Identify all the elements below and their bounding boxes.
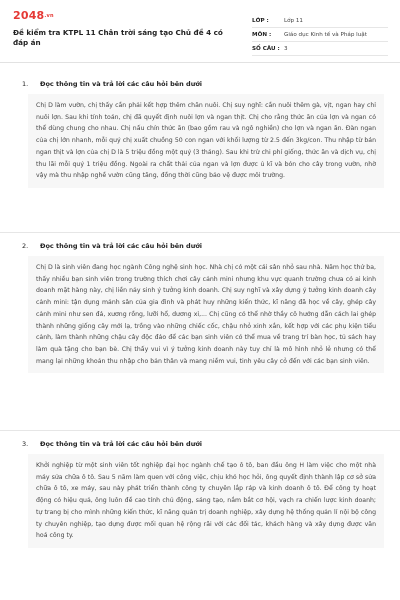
- question-number: 3.: [22, 440, 29, 448]
- meta-count-key: SỐ CÂU :: [252, 45, 280, 52]
- exam-meta: [252, 14, 388, 56]
- question-passage: Chị D làm vườn, chị thấy cần phải kết hợp thêm chăn nuôi. Chị suy nghĩ: cần nuôi thêm gà, vịt, ngan hay chỉ nuôi lợn. Sau khi tính toán, chị đã quyết định nuôi lợn và ngan thịt. Chị cho rằng thức ăn của lợn và ngan có thể dùng chung cho nhau. Chị nấu chín thức ăn (bao gồm rau và ngô nghiền) cho lợn và ngan ăn. Đàn ngan của chị lớn nhanh, mỗi quý chị xuất chuồng 50 con ngan với khối lượng từ 2.5 đến 3kg/con. Thu nhập từ bán ngan thịt và lợn của chị D là 5 triệu đồng một quý (3 tháng). Sau khi trừ chi phí giống, thức ăn và dịch vụ, chị thu lãi mỗi quý 1 triệu đồng. Ngoài ra chất thải của ngan và lợn được ủ kĩ và bón cho cây trong vườn, nhờ vậy mà thu nhập nghề vườn cũng tăng, đồng thời cũng bảo vệ được môi trường.: [28, 94, 384, 188]
- question-2: [0, 242, 400, 365]
- meta-subject-row: [252, 28, 388, 42]
- question-1: [0, 80, 400, 180]
- meta-class-row: [252, 14, 388, 28]
- meta-count-value: 3: [284, 45, 288, 52]
- question-passage: Khởi nghiệp từ một sinh viên tốt nghiệp đại học ngành chế tạo ô tô, ban đầu ông H làm việc cho một nhà máy sửa chữa ô tô. Sau 5 năm làm quen với công việc, chịu khó học hỏi, ông quyết định thành lập cơ sở sửa chữa ô tô, xe máy, sau này phát triển thành công ty chuyên lắp ráp và kinh doanh ô tô. Để công ty hoạt động có hiệu quả, ông luôn đề cao tính chủ động, sáng tạo, nắm bắt cơ hội, vạch ra chiến lược kinh doanh; tự trang bị cho mình những kiến thức, kĩ năng quản trị doanh nghiệp, xây dựng hệ thống quản lí nội bộ công ty chuyên nghiệp, tạo dựng được mối quan hệ rộng rãi với các đối tác, khách hàng và xây dựng được văn hoá công ty.: [28, 454, 384, 548]
- question-title: Đọc thông tin và trả lời các câu hỏi bên dưới: [40, 80, 203, 88]
- divider: [0, 232, 400, 233]
- question-passage: Chị D là sinh viên đang học ngành Công nghệ sinh học. Nhà chị có một cái sân nhỏ sau nhà. Năm học thứ ba, thấy nhiều bạn sinh viên trong trường thích chơi cây cảnh mini nhưng khu vực quanh trường chưa có ai kinh doanh mặt hàng này, chị liền nảy sinh ý tưởng kinh doanh. Chị suy nghĩ và xây dựng ý tưởng kinh doanh cây cảnh mini: tận dụng mảnh sân của gia đình và phát huy những kiến thức, kĩ năng đã học về cây, ghép cây cảnh mini như sen đá, xương rồng, lưỡi hổ, dương xỉ,... Chị cũng có thể nhờ thầy cô hướng dẫn cách lai ghép thành những giống cây mới lạ, trồng vào những chiếc cốc, chậu nhỏ xinh xắn, kết hợp với các phụ kiện tiểu cảnh, làm thành những chậu cây độc đáo để các bạn sinh viên có thể mua về trang trí bàn học, tủ sách hay làm quà tặng cho bạn bè. Chị thấy vui vì ý tưởng kinh doanh này tuy chỉ là mô hình nhỏ lẻ nhưng có thể mang lại những khoản thu nhập cho bản thân và mang niềm vui, tinh yêu cây cỏ đến với các bạn sinh viên.: [28, 256, 384, 373]
- question-title: Đọc thông tin và trả lời các câu hỏi bên dưới: [40, 242, 203, 250]
- site-logo[interactable]: [13, 9, 54, 22]
- question-header: [0, 440, 400, 454]
- meta-count-row: [252, 42, 388, 56]
- question-number: 2.: [22, 242, 29, 250]
- logo-main: 2048: [13, 9, 45, 22]
- divider: [0, 430, 400, 431]
- question-3: [0, 440, 400, 540]
- question-header: [0, 242, 400, 256]
- question-header: [0, 80, 400, 94]
- meta-subject-key: MÔN :: [252, 31, 272, 38]
- question-title: Đọc thông tin và trả lời các câu hỏi bên dưới: [40, 440, 203, 448]
- question-number: 1.: [22, 80, 29, 88]
- exam-title: Đề kiểm tra KTPL 11 Chân trời sáng tạo Chủ đề 4 có đáp án: [13, 28, 223, 47]
- meta-subject-value: Giáo dục Kinh tế và Pháp luật: [284, 31, 367, 38]
- logo-suffix: .vn: [44, 13, 54, 19]
- meta-class-value: Lớp 11: [284, 17, 303, 24]
- meta-class-key: LỚP :: [252, 17, 269, 24]
- header: [0, 0, 400, 63]
